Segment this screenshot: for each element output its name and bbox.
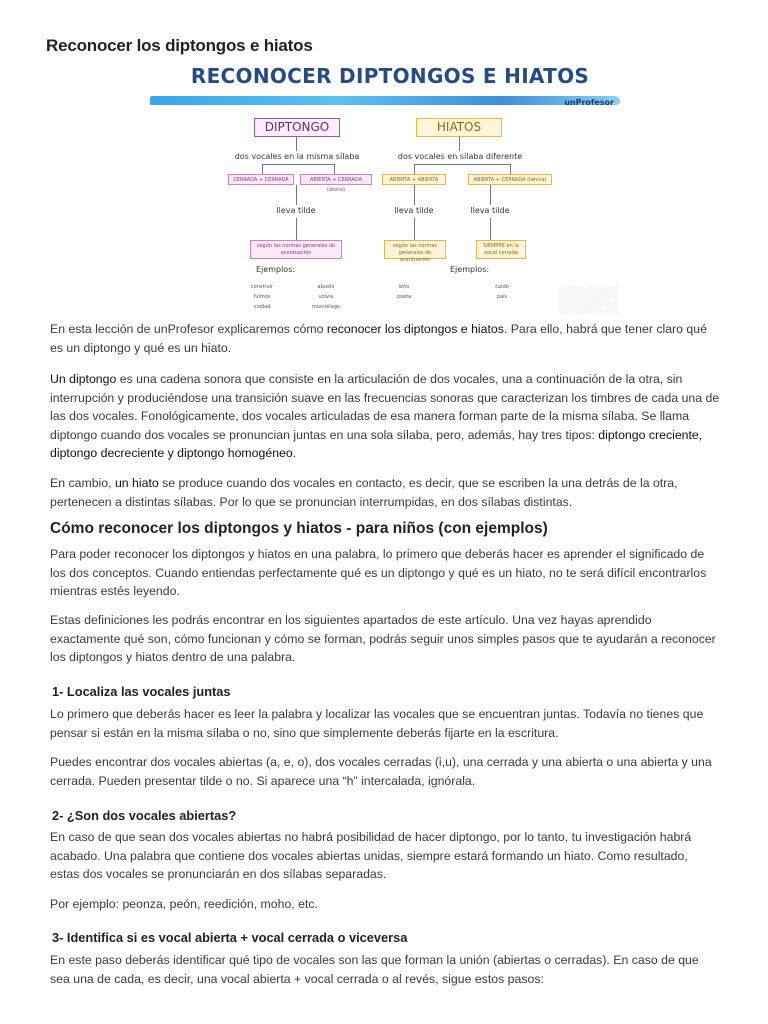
connector-line xyxy=(296,137,297,151)
hiatos-examples-label: Ejemplos: xyxy=(450,265,490,274)
infographic xyxy=(150,62,620,316)
section-heading: Cómo reconocer los diptongos y hiatos - para niños (con ejemplos) xyxy=(50,520,548,537)
hiatos-title-box: HIATOS xyxy=(416,118,502,137)
brand-logo: unProfesor xyxy=(564,98,614,107)
example-word: fuimos xyxy=(253,294,271,300)
hiatos-description: dos vocales en sílaba diferente xyxy=(397,152,523,161)
intro-paragraph-2 xyxy=(50,370,720,463)
example-word: leño xyxy=(398,284,410,290)
hiatos-abierta-abierta-box: ABIERTA + ABIERTA xyxy=(382,174,446,185)
example-word: murciélago xyxy=(312,304,340,310)
connector-line xyxy=(414,164,415,174)
connector-line xyxy=(262,164,334,165)
connector-line xyxy=(414,185,415,205)
intro-text: En cambio, xyxy=(50,476,115,490)
diptongo-types-link[interactable]: diptongo creciente, diptongo decreciente y diptongo homogéneo xyxy=(50,427,703,460)
diptongo-tilde-label: lleva tilde xyxy=(276,206,316,215)
diptongo-examples-col2 xyxy=(304,282,348,312)
diptongo-examples-label: Ejemplos: xyxy=(256,265,296,274)
diptongo-abierta-cerrada-box: ABIERTA + CERRADA (átona) xyxy=(300,174,372,185)
hiato-term-link[interactable]: un hiato xyxy=(114,476,159,490)
intro-text: es una cadena sonora que consiste en la articulación de dos vocales, una a continuación de la otra, sin interrupción y produciéndose una transición suave en las frecuencias sonoras que caracterizan los timbres de cada una de las dos vocales. Fonológicamente, dos vocales articuladas de esa manera forman parte de la misma sílaba. Se llama diptongo cuando dos vocales se pronuncian juntas en una sola sílaba, pero, además, hay tres tipos: xyxy=(50,372,720,442)
example-word: país xyxy=(496,294,508,300)
connector-line xyxy=(414,164,510,165)
intro-paragraph-3 xyxy=(50,474,720,511)
connector-line xyxy=(296,185,297,205)
diptongo-examples-col1 xyxy=(242,282,282,312)
example-word: construir xyxy=(250,284,274,290)
connector-line xyxy=(334,164,335,174)
example-word: ciudad xyxy=(253,304,271,310)
diptongo-rule-box: según las normas generales de acentuación xyxy=(250,240,342,259)
connector-line xyxy=(414,218,415,240)
infographic-heading: RECONOCER DIPTONGOS E HIATOS xyxy=(190,64,590,88)
diptongo-description: dos vocales en la misma sílaba xyxy=(234,152,360,161)
intro-text: . Para ello, habrá que tener claro qué es un diptongo y qué es un hiato. xyxy=(50,322,707,355)
connector-line xyxy=(490,218,491,240)
example-word: poeta xyxy=(396,294,412,300)
page-title: Reconocer los diptongos e hiatos xyxy=(46,36,313,55)
intro-text: se produce cuando dos vocales en contacto, es decir, que se escriben la una detrás de la otra, pertenecen a distintas sílabas. Por lo que se pronuncian interrumpidas, en dos sílabas distintas. xyxy=(50,476,678,509)
intro-text: En esta lección de unProfesor explicaremos cómo xyxy=(50,322,327,336)
brush-stroke-divider xyxy=(150,96,620,105)
intro-paragraph-1 xyxy=(50,320,720,357)
diptongo-cerrada-cerrada-box: CERRADA + CERRADA xyxy=(228,174,294,185)
example-word: caído xyxy=(495,284,509,290)
section-paragraph-2: Estas definiciones les podrás encontrar en los siguientes apartados de este artículo. Una vez hayas aprendido exactamente qué son, cómo funcionan y cómo se forman, podrás seguir unos simples pasos que te ayudarán a reconocer los diptongos y hiatos dentro de una palabra. xyxy=(50,613,716,664)
step-1-paragraph-1: Lo primero que deberás hacer es leer la palabra y localizar las vocales que se encuentran juntas. Todavía no tienes que pensar si están en la misma sílaba o no, sino que simplemente deberás fijarte en la escritura. xyxy=(50,707,704,740)
example-word: volvía xyxy=(318,294,334,300)
diptongo-title-box: DIPTONGO xyxy=(254,118,340,137)
step-1-paragraph-2: Puedes encontrar dos vocales abiertas (a, e, o), dos vocales cerradas (i,u), una cerrada y una abierta o una abierta y una cerrada. Pueden presentar tilde o no. Si aparece una “h” intercalada, ignórala. xyxy=(50,755,712,788)
example-word: abuelo xyxy=(317,284,335,290)
step-3-paragraph-1: En este paso deberás identificar qué tipo de vocales son las que forman la unión (abiertas o cerradas). En caso de que sea una de cada, es decir, una vocal abierta + vocal cerrada o al revés, sigue estos pasos: xyxy=(50,953,699,986)
hiatos-rule-box-2: SIEMPRE en la vocal cerrada xyxy=(476,240,526,259)
decorative-hatch xyxy=(558,286,618,314)
connector-line xyxy=(262,164,263,174)
connector-line xyxy=(490,185,491,205)
connector-line xyxy=(296,218,297,240)
hiatos-tilde-label-1: lleva tilde xyxy=(394,206,434,215)
step-2-heading: 2- ¿Son dos vocales abiertas? xyxy=(52,808,237,823)
step-2-paragraph-2: Por ejemplo: peonza, peón, reedición, moho, etc. xyxy=(50,897,318,911)
hiatos-abierta-cerrada-box: ABIERTA + CERRADA (tónica) xyxy=(468,174,552,185)
hiatos-rule-box-1: según las normas generales de acentuación xyxy=(384,240,446,259)
hiatos-examples-col1 xyxy=(386,282,422,302)
topic-link[interactable]: reconocer los diptongos e hiatos xyxy=(326,322,504,336)
diptongo-term-link[interactable]: Un diptongo xyxy=(50,372,117,386)
hiatos-tilde-label-2: lleva tilde xyxy=(470,206,510,215)
connector-line xyxy=(459,137,460,151)
intro-text: . xyxy=(292,446,297,460)
step-1-heading: 1- Localiza las vocales juntas xyxy=(52,684,231,699)
step-2-paragraph-1: En caso de que sean dos vocales abiertas no habrá posibilidad de hacer diptongo, por lo tanto, tu investigación habrá acabado. Una palabra que contiene dos vocales abiertas unidas, siempre estará formando un hiato. Como resultado, estas dos vocales se pronunciarán en dos sílabas separadas. xyxy=(50,830,692,881)
section-paragraph-1: Para poder reconocer los diptongos y hiatos en una palabra, lo primero que deberás hacer es aprender el significado de los dos conceptos. Cuando entiendas perfectamente qué es un diptongo y qué es un hiato, no te será difícil encontrarlos mientras estés leyendo. xyxy=(50,547,707,598)
hiatos-examples-col2 xyxy=(484,282,520,302)
step-3-heading: 3- Identifica si es vocal abierta + vocal cerrada o viceversa xyxy=(52,930,408,945)
connector-line xyxy=(510,164,511,174)
